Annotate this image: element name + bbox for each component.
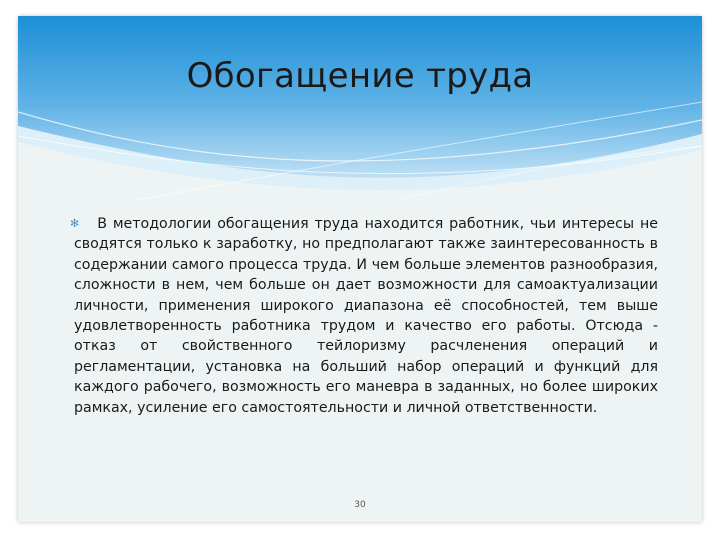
header-wave-banner <box>18 16 702 200</box>
bullet-star-icon: ✻ <box>70 217 80 230</box>
wave-background <box>18 16 702 200</box>
slide-title: Обогащение труда <box>186 56 534 96</box>
slide-panel <box>18 16 702 522</box>
body-text: В методологии обогащения труда находится работник, чьи интересы не сводятся только к заработку, но предполагают также заинтересованность в содержании самого процесса труда. И чем больше элементов разнообразия, сложности в нем, чем больше он дает возможности для самоактуализации личности, применения широкого диапазона её способностей, тем выше удовлетворенность работника трудом и качество его работы. Отсюда - отказ от свойственного тейлоризму расчленения операций и регламентации, установка на больший набор операций и функций для каждого рабочего, возможность его маневра в заданных, но более широких рамках, усиление его самостоятельности и личной ответственности. <box>74 216 658 416</box>
body-paragraph <box>70 214 658 418</box>
page-number: 30 <box>354 500 366 510</box>
